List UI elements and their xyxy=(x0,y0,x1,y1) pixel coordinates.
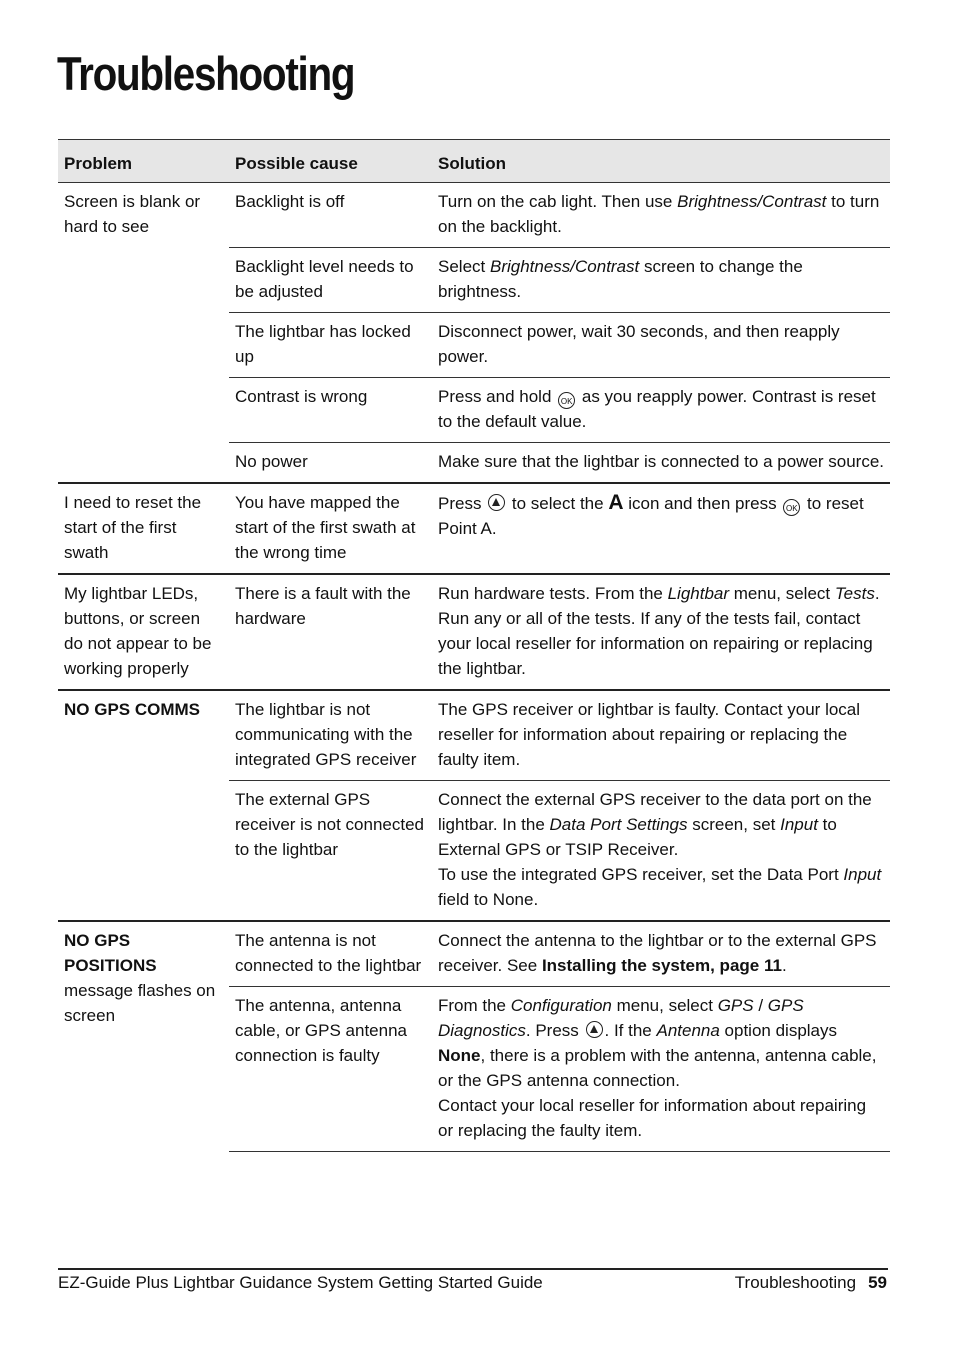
solution-text: to reset Point A. xyxy=(438,494,864,538)
table-header-row xyxy=(58,140,890,183)
table-row xyxy=(58,921,890,987)
solution-cell xyxy=(432,690,890,781)
problem-caps: NO GPS COMMS xyxy=(64,700,201,719)
up-arrow-button-icon xyxy=(586,1021,603,1038)
solution-cell xyxy=(432,574,890,690)
table-row xyxy=(58,574,890,690)
solution-text: to External GPS or TSIP Receiver. xyxy=(438,815,837,859)
cause-cell: No power xyxy=(229,443,432,484)
page-number: 59 xyxy=(868,1273,887,1292)
header-solution: Solution xyxy=(432,140,890,183)
problem-cell xyxy=(58,574,229,690)
solution-text: Tests xyxy=(834,584,875,603)
cause-cell: The lightbar is not communicating with the integrated GPS receiver xyxy=(229,690,432,781)
solution-text: Make sure that the lightbar is connected to a power source. xyxy=(438,452,885,471)
solution-text: to select the xyxy=(507,494,609,513)
solution-text: Input xyxy=(843,865,882,884)
solution-text: menu, select xyxy=(729,584,835,603)
solution-text: From the xyxy=(438,996,511,1015)
solution-text: icon and then press xyxy=(623,494,782,513)
solution-text: Data Port Settings xyxy=(549,815,688,834)
solution-text: to turn on the backlight. xyxy=(438,192,880,236)
solution-text: Installing the system, page 11 xyxy=(541,956,782,975)
page-title: Troubleshooting xyxy=(57,47,355,100)
problem-cell xyxy=(58,483,229,574)
solution-text: GPS Diagnostics xyxy=(438,996,804,1040)
solution-text: None xyxy=(438,1046,481,1065)
solution-text: Antenna xyxy=(656,1021,720,1040)
cause-cell: The antenna, antenna cable, or GPS antenna connection is faulty xyxy=(229,987,432,1152)
table-body xyxy=(58,183,890,1152)
ok-button-icon: OK xyxy=(783,499,800,516)
solution-cell xyxy=(432,781,890,922)
solution-text: Configuration xyxy=(510,996,612,1015)
solution-text: . Run any or all of the tests. If any of the tests fail, contact your local reseller for information on repairing or replacing the lightbar. xyxy=(438,584,880,678)
problem-cell xyxy=(58,183,229,484)
solution-text: menu, select xyxy=(611,996,718,1015)
footer-guide-title: EZ-Guide Plus Lightbar Guidance System Getting Started Guide xyxy=(58,1273,543,1292)
cause-cell: Backlight is off xyxy=(235,192,345,211)
troubleshooting-table xyxy=(58,139,890,1152)
table-row xyxy=(58,483,890,574)
solution-text: Contact your local reseller for information about repairing or replacing the faulty item. xyxy=(438,1096,867,1140)
cause-cell: There is a fault with the hardware xyxy=(229,574,432,690)
ok-button-icon: OK xyxy=(558,392,575,409)
solution-text: Run hardware tests. From the xyxy=(438,584,668,603)
problem-cell xyxy=(58,921,229,1152)
cause-cell: The antenna is not connected to the lightbar xyxy=(229,921,432,987)
solution-text: To use the integrated GPS receiver, set the Data Port xyxy=(438,865,844,884)
solution-text: option displays xyxy=(719,1021,838,1040)
solution-text: Select xyxy=(438,257,490,276)
header-possible-cause: Possible cause xyxy=(229,140,432,183)
solution-cell xyxy=(432,313,890,378)
problem-text: I need to reset the start of the first swath xyxy=(64,493,202,562)
solution-text: Connect the antenna to the lightbar or to the external GPS receiver. See xyxy=(438,931,877,975)
solution-text: Input xyxy=(780,815,818,834)
solution-text: / xyxy=(753,996,768,1015)
solution-text: . Press xyxy=(525,1021,584,1040)
cause-cell: Backlight level needs to be adjusted xyxy=(229,248,432,313)
solution-cell xyxy=(432,483,890,574)
solution-cell xyxy=(432,248,890,313)
solution-text: field to None. xyxy=(438,890,539,909)
solution-text: Connect the external GPS receiver to the data port on the lightbar. In the xyxy=(438,790,872,834)
footer-page-info xyxy=(735,1273,887,1293)
problem-caps: NO GPS POSITIONS xyxy=(64,931,157,975)
solution-cell xyxy=(432,183,890,248)
solution-text: Brightness/Contrast xyxy=(677,192,827,211)
solution-text: as you reapply power. Contrast is reset to the default value. xyxy=(438,387,876,431)
solution-text: The GPS receiver or lightbar is faulty. Contact your local reseller for information about repairing or replacing the faulty item. xyxy=(438,700,861,769)
solution-text: Press and hold xyxy=(438,387,557,406)
table-row xyxy=(58,690,890,781)
cause-cell: The external GPS receiver is not connected to the lightbar xyxy=(229,781,432,922)
solution-text: Press xyxy=(438,494,487,513)
solution-text: Lightbar xyxy=(667,584,730,603)
cause-cell: The lightbar has locked up xyxy=(229,313,432,378)
solution-text: Turn on the cab light. Then use xyxy=(438,192,678,211)
cause-cell: Contrast is wrong xyxy=(229,378,432,443)
problem-text: My lightbar LEDs, buttons, or screen do not appear to be working properly xyxy=(64,584,212,678)
solution-text: GPS xyxy=(717,996,754,1015)
cause-cell: You have mapped the start of the first swath at the wrong time xyxy=(229,483,432,574)
up-arrow-button-icon xyxy=(488,494,505,511)
solution-text: Disconnect power, wait 30 seconds, and then reapply power. xyxy=(438,322,840,366)
problem-cell xyxy=(58,690,229,921)
solution-text: . If the xyxy=(604,1021,657,1040)
header-problem: Problem xyxy=(58,140,229,183)
problem-text: message flashes on screen xyxy=(64,981,216,1025)
footer-section: Troubleshooting xyxy=(734,1273,857,1292)
solution-text: . xyxy=(781,956,787,975)
solution-text: screen to change the brightness. xyxy=(438,257,803,301)
problem-text: Screen is blank or hard to see xyxy=(64,192,201,236)
point-a-icon: A xyxy=(608,491,624,514)
solution-cell xyxy=(432,443,890,484)
solution-text: , there is a problem with the antenna, antenna cable, or the GPS antenna connection. xyxy=(438,1046,877,1090)
solution-cell xyxy=(432,921,890,987)
footer-rule xyxy=(58,1268,888,1270)
solution-text: screen, set xyxy=(687,815,781,834)
solution-cell xyxy=(432,987,890,1152)
solution-text: Brightness/Contrast xyxy=(489,257,640,276)
solution-cell xyxy=(432,378,890,443)
table-row xyxy=(58,183,890,248)
